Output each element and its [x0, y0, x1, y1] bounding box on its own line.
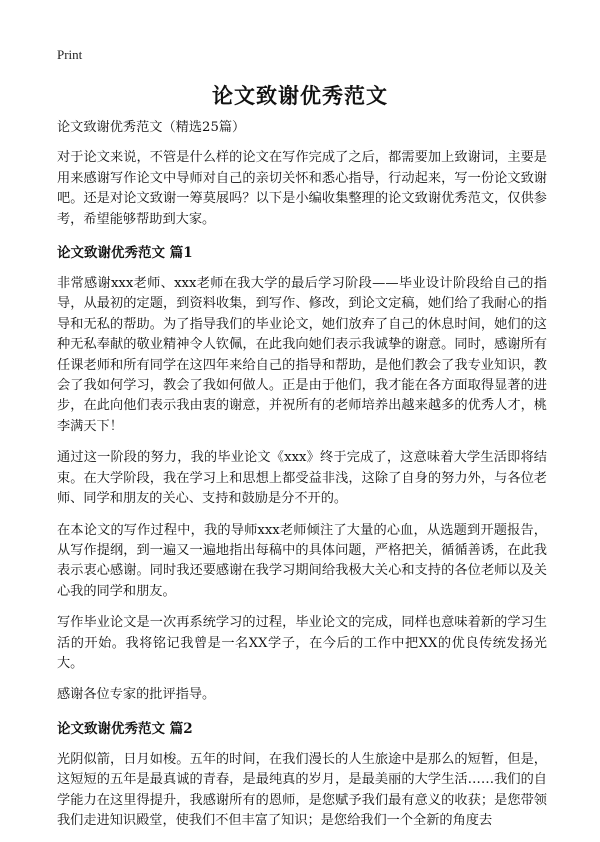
paragraph: 光阴似箭，日月如梭。五年的时间，在我们漫长的人生旅途中是那么的短暂，但是，这短短的五年是最真诚的青春，是最纯真的岁月，是最美丽的大学生活……我们的自学能力在这里得提升，我感谢所有的恩师，是您赋予我们最有意义的收获；是您带领我们走进知识殿堂，使我们不但丰富了知识；是您给我们一个全新的角度去 [57, 751, 547, 828]
page-title: 论文致谢优秀范文 [212, 83, 388, 108]
document-body [57, 118, 547, 842]
intro-paragraph: 对于论文来说，不管是什么样的论文在写作完成了之后，都需要加上致谢词，主要是用来感谢写作论文中导师对自己的亲切关怀和悉心指导，行动起来，写一份论文致谢吧。还是对论文致谢一筹莫展吗？以下是小编收集整理的论文致谢优秀范文，仅供参考，希望能够帮助到大家。 [57, 150, 547, 227]
section-heading-2: 论文致谢优秀范文 篇2 [57, 720, 193, 737]
paragraph: 非常感谢xxx老师、xxx老师在我大学的最后学习阶段——毕业设计阶段给自己的指导，从最初的定题，到资料收集，到写作、修改，到论文定稿，她们给了我耐心的指导和无私的帮助。为了指导我们的毕业论文，她们放弃了自己的休息时间，她们的这种无私奉献的敬业精神令人钦佩，在此我向她们表示我诚挚的谢意。同时，感谢所有任课老师和所有同学在这四年来给自己的指导和帮助，是他们教会了我专业知识，教会了我如何学习，教会了我如何做人。正是由于他们，我才能在各方面取得显著的进步，在此向他们表示我由衷的谢意，并祝所有的老师培养出越来越多的优秀人才，桃李满天下！ [57, 276, 547, 434]
paragraph: 通过这一阶段的努力，我的毕业论文《xxx》终于完成了，这意味着大学生活即将结束。在大学阶段，我在学习上和思想上都受益非浅，这除了自身的努力外，与各位老师、同学和朋友的关心、支持和鼓励是分不开的。 [57, 450, 547, 507]
section-heading-1: 论文致谢优秀范文 篇1 [57, 245, 193, 262]
paragraph: 在本论文的写作过程中，我的导师xxx老师倾注了大量的心血，从选题到开题报告，从写作提纲，到一遍又一遍地指出每稿中的具体问题，严格把关，循循善诱，在此我表示衷心感谢。同时我还要感谢在我学习期间给我极大关心和支持的各位老师以及关心我的同学和朋友。 [57, 522, 547, 599]
paragraph: 感谢各位专家的批评指导。 [57, 687, 216, 703]
print-link[interactable]: Print [57, 47, 83, 62]
paragraph: 写作毕业论文是一次再系统学习的过程，毕业论文的完成，同样也意味着新的学习生活的开始。我将铭记我曾是一名XX学子，在今后的工作中把XX的优良传统发扬光大。 [57, 615, 547, 671]
subtitle: 论文致谢优秀范文（精选25篇） [57, 120, 246, 135]
